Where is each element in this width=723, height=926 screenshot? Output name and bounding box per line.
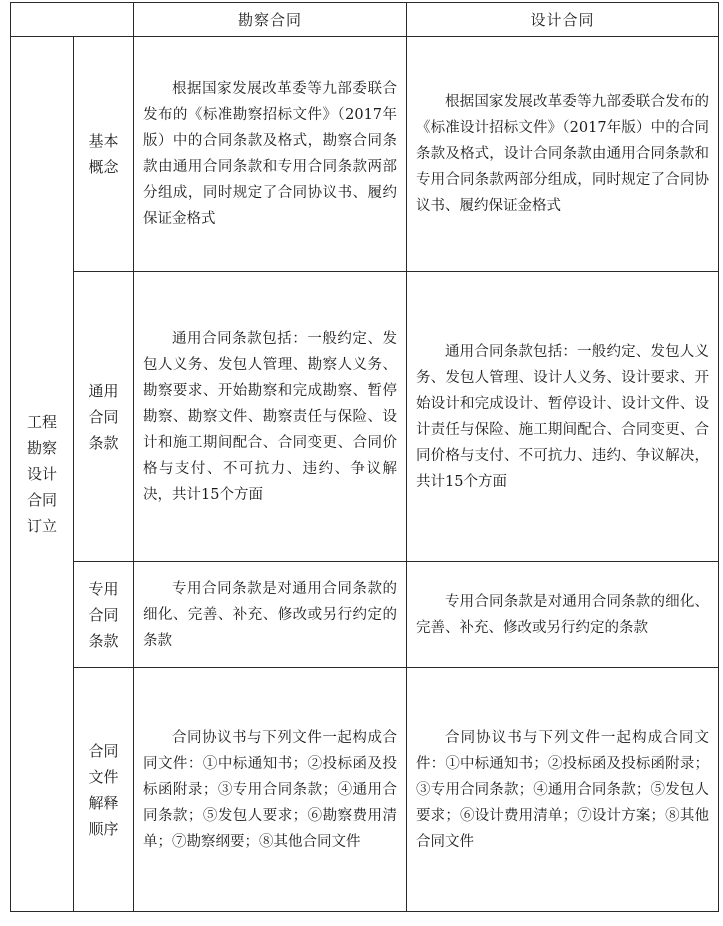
row-label-cell <box>74 562 134 668</box>
row-label-cell <box>74 272 134 562</box>
table-row <box>11 272 719 562</box>
header-row <box>11 3 719 37</box>
row-label-general-clauses: 通用合同条款 <box>88 381 119 452</box>
row-label-interpretation-order: 合同文件解释顺序 <box>88 741 119 838</box>
survey-cell <box>134 562 407 668</box>
survey-cell <box>134 668 407 912</box>
design-cell <box>407 562 719 668</box>
survey-cell <box>134 272 407 562</box>
design-text: 通用合同条款包括：一般约定、发包人义务、发包人管理、设计人义务、设计要求、开始设计和完成设计、暂停设计、设计文件、设计责任与保险、施工期间配合、合同变更、合同价格与支付、不可抗力、违约、争议解决，共计15个方面 <box>416 343 709 490</box>
header-corner-cell <box>11 3 134 37</box>
design-cell <box>407 272 719 562</box>
design-text: 合同协议书与下列文件一起构成合同文件：①中标通知书；②投标函及投标函附录；③专用合同条款；④通用合同条款；⑤发包人要求；⑥设计费用清单；⑦设计方案；⑧其他合同文件 <box>416 729 709 850</box>
survey-text: 通用合同条款包括：一般约定、发包人义务、发包人管理、勘察人义务、勘察要求、开始勘察和完成勘察、暂停勘察、勘察文件、勘察责任与保险、设计和施工期间配合、合同变更、合同价格与支付、不可抗力、违约、争议解决，共计15个方面 <box>143 330 397 503</box>
design-text: 根据国家发展改革委等九部委联合发布的《标准设计招标文件》（2017年版）中的合同条款及格式，设计合同条款由通用合同条款和专用合同条款两部分组成，同时规定了合同协议书、履约保证金格式 <box>416 94 709 214</box>
survey-text: 根据国家发展改革委等九部委联合发布的《标准勘察招标文件》（2017年版）中的合同条款及格式，勘察合同条款由通用合同条款和专用合同条款两部分组成，同时规定了合同协议书、履约保证金格式 <box>143 81 397 227</box>
header-design-contract: 设计合同 <box>407 3 719 37</box>
row-label-cell <box>74 37 134 272</box>
table-row <box>11 562 719 668</box>
group-label: 工程勘察设计合同订立 <box>26 413 57 535</box>
survey-text: 专用合同条款是对通用合同条款的细化、完善、补充、修改或另行约定的条款 <box>143 580 397 649</box>
row-label-cell <box>74 668 134 912</box>
design-cell <box>407 37 719 272</box>
row-label-basic-concept: 基本概念 <box>88 132 119 176</box>
table-row <box>11 668 719 912</box>
design-cell <box>407 668 719 912</box>
survey-text: 合同协议书与下列文件一起构成合同文件：①中标通知书；②投标函及投标函附录；③专用合同条款；④通用合同条款；⑤发包人要求；⑥勘察费用清单；⑦勘察纲要；⑧其他合同文件 <box>143 729 397 850</box>
survey-cell <box>134 37 407 272</box>
contract-comparison-table <box>10 2 719 912</box>
row-label-special-clauses: 专用合同条款 <box>88 579 119 650</box>
table-row <box>11 37 719 272</box>
group-label-cell <box>11 37 74 912</box>
design-text: 专用合同条款是对通用合同条款的细化、完善、补充、修改或另行约定的条款 <box>416 593 709 636</box>
header-survey-contract: 勘察合同 <box>134 3 407 37</box>
